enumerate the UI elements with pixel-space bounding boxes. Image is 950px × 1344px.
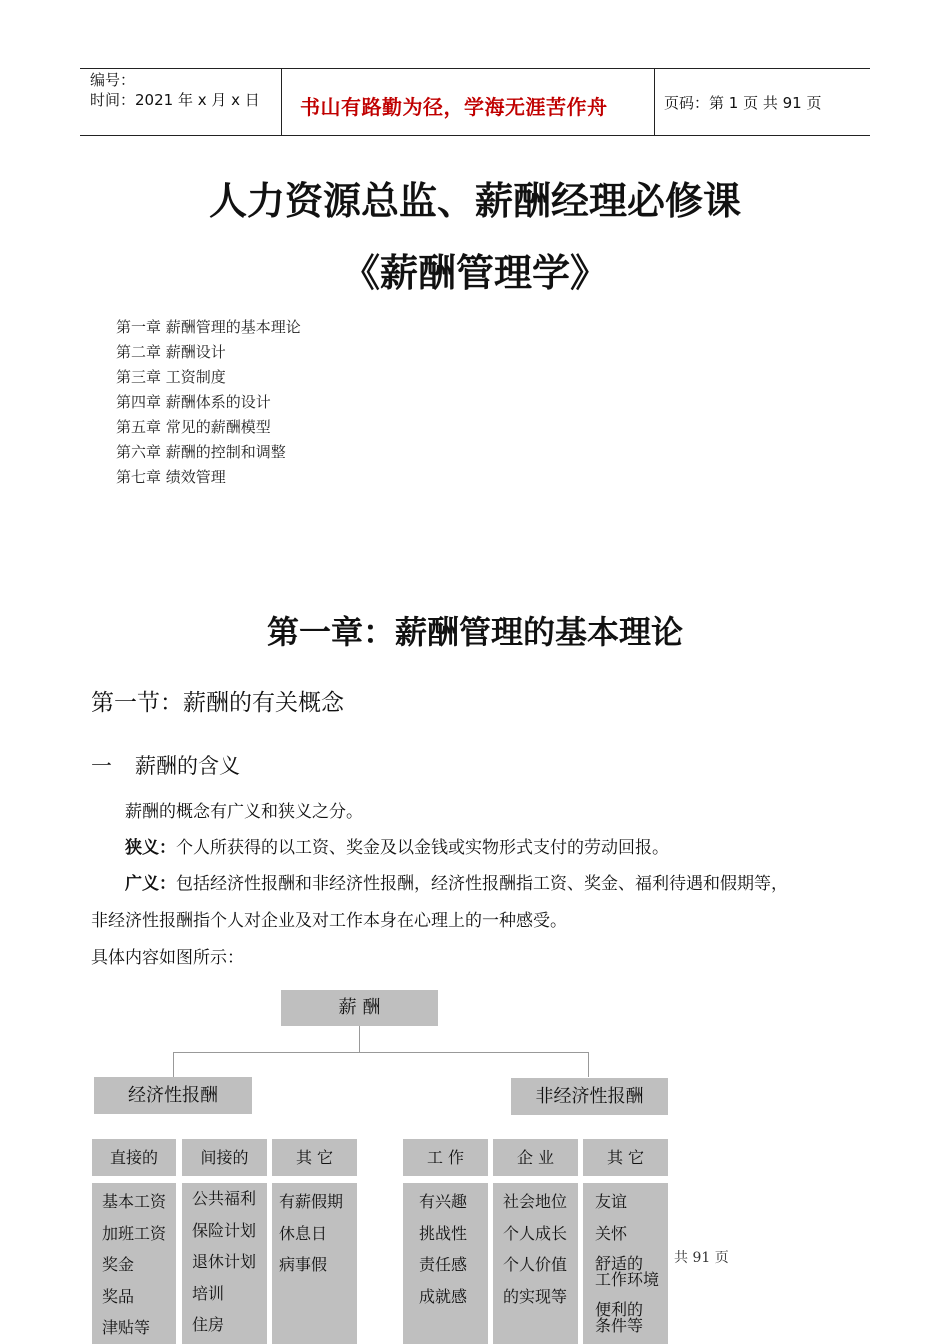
header-divider [654,68,655,136]
toc-item: 第六章 薪酬的控制和调整 [116,443,286,461]
diagram-item: 奖金 [102,1255,135,1274]
diagram-column [493,1183,578,1344]
diagram-root: 薪 酬 [281,990,438,1026]
paragraph: 薪酬的概念有广义和狭义之分。 [125,802,363,822]
diagram-item: 个人价值 [503,1255,568,1274]
paragraph-broad-cont: 非经济性报酬指个人对企业及对工作本身在心理上的一种感受。 [91,911,567,931]
toc-item: 第二章 薪酬设计 [116,343,226,361]
diagram-column [182,1183,267,1344]
subsection-number: 一 [91,754,112,778]
diagram-item: 社会地位 [503,1192,568,1211]
diagram-item: 友谊 [595,1192,628,1211]
diagram-column-head: 直接的 [92,1139,176,1176]
diagram-item: 责任感 [419,1255,468,1274]
diagram-item: 挑战性 [419,1223,468,1243]
connector-line [173,1052,589,1053]
section-title: 第一节：薪酬的有关概念 [91,690,344,716]
diagram-item: 奖品 [102,1286,135,1306]
diagram-column-head: 其 它 [272,1139,357,1176]
diagram-item: 个人成长 [503,1223,568,1243]
diagram-item: 培训 [192,1283,225,1303]
narrow-label: 狭义： [125,838,176,858]
diagram-column-head: 工 作 [403,1139,488,1176]
header-page-info: 页码：第 1 页 共 91 页 [664,94,822,112]
doc-title: 人力资源总监、薪酬经理必修课 [208,179,741,223]
diagram-item: 成就感 [419,1286,468,1306]
diagram-item: 有兴趣 [419,1192,468,1211]
diagram-column [92,1183,176,1344]
diagram-item: 基本工资 [102,1192,167,1211]
broad-text: 包括经济性报酬和非经济性报酬，经济性报酬指工资、奖金、福利待遇和假期等， [176,874,788,894]
paragraph-broad [125,866,788,902]
diagram-column [272,1183,357,1344]
connector-line [588,1052,589,1077]
diagram-item: 工作环境 [595,1270,660,1289]
diagram-item: 休息日 [279,1223,328,1243]
toc-item: 第四章 薪酬体系的设计 [116,393,271,411]
diagram-item: 病事假 [279,1255,328,1274]
connector-line [173,1052,174,1077]
toc-item: 第三章 工资制度 [116,368,226,386]
broad-label: 广义： [125,874,176,894]
toc-item: 第一章 薪酬管理的基本理论 [116,318,301,336]
diagram-item: 条件等 [595,1316,644,1335]
diagram-item: 加班工资 [102,1223,167,1243]
diagram-column-head: 企 业 [493,1139,578,1176]
connector-line [359,1026,360,1052]
diagram-column [583,1183,668,1344]
diagram-left-branch: 经济性报酬 [94,1077,252,1114]
diagram-right-branch: 非经济性报酬 [511,1078,668,1115]
header-top-rule [80,68,870,69]
diagram-item: 便利的 [595,1300,644,1319]
paragraph-figure-intro: 具体内容如图所示： [91,948,244,968]
diagram-item: 的实现等 [503,1286,568,1306]
chapter-title: 第一章：薪酬管理的基本理论 [266,613,683,651]
header-bottom-rule [80,135,870,136]
doc-subtitle: 《薪酬管理学》 [341,251,608,295]
subsection-title: 薪酬的含义 [135,754,240,778]
diagram-column-head: 其 它 [583,1139,668,1176]
diagram-item: 保险计划 [192,1220,257,1240]
paragraph-narrow [125,830,669,866]
header-time-label: 时间：2021 年 x 月 x 日 [90,91,260,109]
toc-item: 第五章 常见的薪酬模型 [116,418,271,436]
diagram-item: 公共福利 [192,1189,257,1208]
header-divider [281,68,282,136]
diagram-item: 关怀 [595,1223,628,1243]
footer-page-count: 共 91 页 [674,1250,729,1266]
diagram-item: 舒适的 [595,1254,644,1273]
diagram-item: 退休计划 [192,1252,257,1271]
diagram-item: 津贴等 [102,1318,151,1337]
diagram-item: 住房 [192,1315,225,1334]
diagram-item: 有薪假期 [279,1192,344,1211]
header-motto: 书山有路勤为径，学海无涯苦作舟 [300,95,608,119]
table-of-contents [116,315,301,490]
diagram-column-head: 间接的 [182,1139,267,1176]
diagram-column [403,1183,488,1344]
toc-item: 第七章 绩效管理 [116,468,226,486]
header-number-label: 编号： [90,71,136,89]
narrow-text: 个人所获得的以工资、奖金及以金钱或实物形式支付的劳动回报。 [176,838,669,858]
